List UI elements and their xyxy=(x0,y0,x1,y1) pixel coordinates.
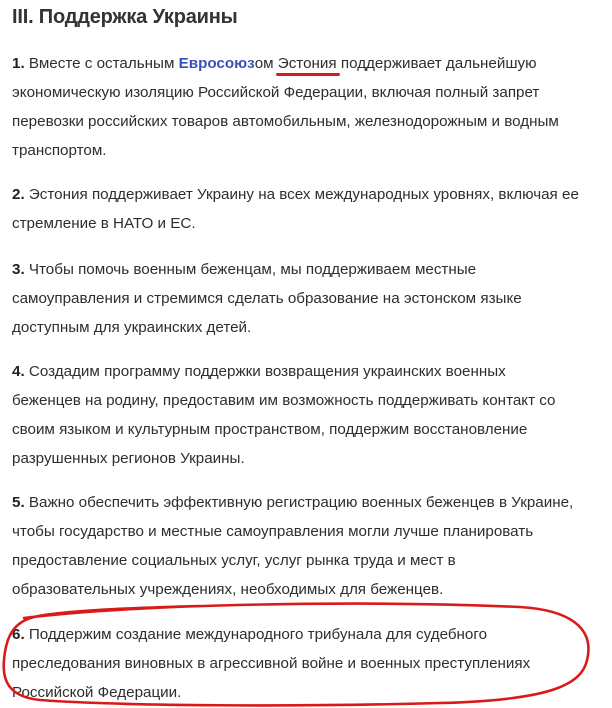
estonia-word: Эстония xyxy=(277,55,337,72)
list-item-1-line-4: транспортом. xyxy=(12,142,107,159)
list-item-6-text: Поддержим создание международного трибунала для судебного xyxy=(24,626,488,643)
list-item-2-line-1 xyxy=(12,180,579,209)
list-item-6-line-3: Российской Федерации. xyxy=(12,684,182,701)
list-item-5-line-1 xyxy=(12,488,573,517)
list-item-1-line-1 xyxy=(12,49,559,78)
list-item-3-line-2: самоуправления и стремимся сделать образование на эстонском языке xyxy=(12,290,522,307)
list-item-5-line-4: образовательных учреждениях, необходимых для беженцев. xyxy=(12,581,444,598)
list-item-1-text-end: поддерживает дальнейшую xyxy=(336,55,537,72)
list-item-6 xyxy=(12,620,530,707)
list-item-1-line-2: экономическую изоляцию Российской Федерации, включая полный запрет xyxy=(12,84,540,101)
list-item-5-text: Важно обеспечить эффективную регистрацию военных беженцев в Украине, xyxy=(24,494,574,511)
list-item-6-line-2: преследования виновных в агрессивной войне и военных преступлениях xyxy=(12,655,531,672)
list-item-3-number: 3. xyxy=(12,261,25,278)
list-item-3-text: Чтобы помочь военным беженцам, мы поддерживаем местные xyxy=(24,261,477,278)
list-item-1 xyxy=(12,49,559,165)
list-item-3-line-3: доступным для украинских детей. xyxy=(12,319,252,336)
list-item-2-text: Эстония поддерживает Украину на всех международных уровнях, включая ее xyxy=(24,186,579,203)
list-item-1-text-suffix: ом xyxy=(254,55,278,72)
list-item-1-text-start: Вместе с остальным xyxy=(24,55,179,72)
eu-link[interactable]: Евросоюз xyxy=(178,55,255,72)
list-item-1-line-3: перевозки российских товаров автомобильным, железнодорожным и водным xyxy=(12,113,559,130)
list-item-3 xyxy=(12,255,522,342)
list-item-5-number: 5. xyxy=(12,494,25,511)
list-item-6-number: 6. xyxy=(12,626,25,643)
list-item-4-line-3: своим языком и культурным пространством, поддержим восстановление xyxy=(12,421,528,438)
list-item-4-number: 4. xyxy=(12,363,25,380)
list-item-2 xyxy=(12,180,579,238)
estonia-marked-word xyxy=(278,49,337,78)
red-underline-annotation xyxy=(276,73,340,76)
list-item-2-line-2: стремление в НАТО и ЕС. xyxy=(12,215,196,232)
list-item-5 xyxy=(12,488,573,604)
list-item-2-number: 2. xyxy=(12,186,25,203)
list-item-4-line-4: разрушенных регионов Украины. xyxy=(12,450,245,467)
list-item-4 xyxy=(12,357,556,473)
list-item-6-line-1 xyxy=(12,620,530,649)
list-item-4-line-2: беженцев на родину, предоставим им возможность поддерживать контакт со xyxy=(12,392,556,409)
list-item-4-line-1 xyxy=(12,357,556,386)
list-item-5-line-2: чтобы государство и местные самоуправления могли лучше планировать xyxy=(12,523,534,540)
list-item-5-line-3: предоставление социальных услуг, услуг рынка труда и мест в xyxy=(12,552,456,569)
list-item-1-number: 1. xyxy=(12,55,25,72)
list-item-4-text: Создадим программу поддержки возвращения украинских военных xyxy=(24,363,506,380)
section-heading: III. Поддержка Украины xyxy=(12,6,238,28)
list-item-3-line-1 xyxy=(12,255,522,284)
